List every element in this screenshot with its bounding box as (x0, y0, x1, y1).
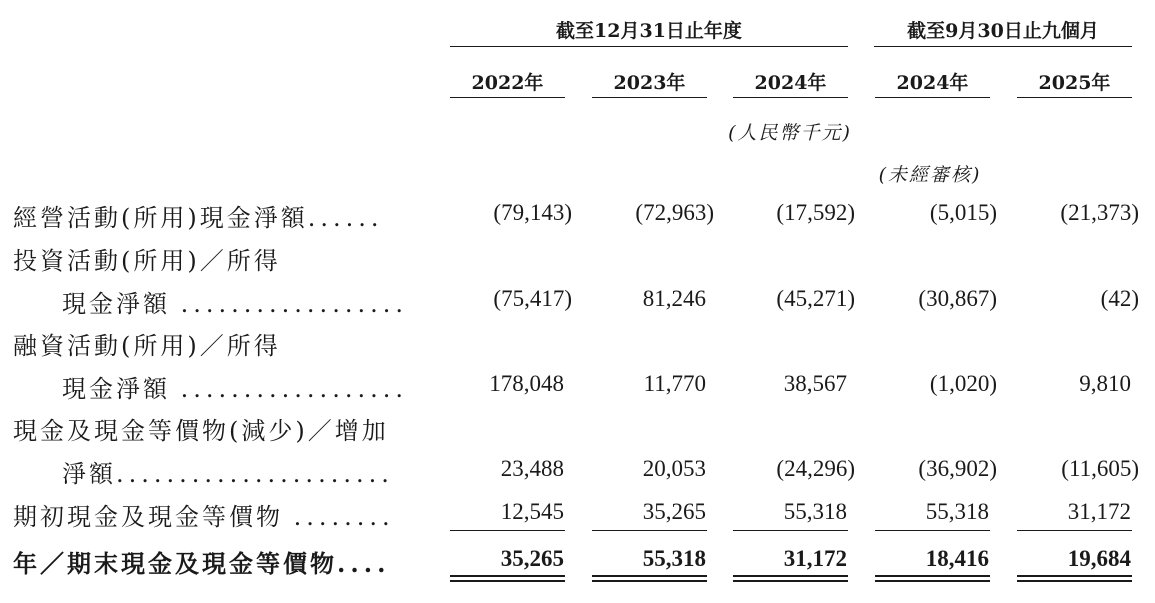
cell-financing-2025-9m: 9,810 (1079, 371, 1131, 396)
total-rule-top-col5 (1017, 575, 1132, 577)
unaudited-label: (未經審核) (878, 164, 982, 186)
leader-dots: ...................... (116, 460, 394, 488)
subtotal-rule-col2 (592, 530, 707, 531)
year-header-col1: 2022年 (471, 72, 544, 94)
row-label-financing: 融資活動(所用)／所得 (13, 332, 281, 360)
total-rule-top-col4 (875, 575, 990, 577)
cell-opening-2023: 35,265 (642, 499, 706, 524)
cell-net-change-2022: 23,488 (500, 456, 564, 481)
total-rule-bottom-col2 (592, 580, 707, 582)
cell-closing-2024-9m: 18,416 (925, 546, 989, 571)
cell-opening-2024-9m: 55,318 (925, 499, 989, 524)
group-header-nine-months: 截至9月30日止九個月 (907, 20, 1099, 42)
cell-closing-2025-9m: 19,684 (1067, 546, 1131, 571)
total-rule-bottom-col3 (733, 580, 848, 582)
leader-dots: .................. (180, 290, 408, 318)
leader-dots: ........ (293, 503, 395, 531)
subtotal-rule-col3 (733, 530, 848, 531)
row-label-investing-cont: 現金淨額 .................. (62, 290, 408, 318)
year-header-col5: 2025年 (1038, 72, 1111, 94)
year-header-col3: 2024年 (754, 72, 827, 94)
leader-dots: .... (337, 549, 391, 578)
row-label-closing-cash: 年／期末現金及現金等價物.... (13, 549, 391, 578)
leader-dots: .................. (180, 375, 408, 403)
cell-opening-2024: 55,318 (783, 499, 847, 524)
subtotal-rule-col1 (450, 530, 565, 531)
cell-investing-2025-9m: (42) (1100, 286, 1139, 311)
total-rule-top-col2 (592, 575, 707, 577)
row-label-opening-cash: 期初現金及現金等價物 ........ (13, 503, 395, 531)
cell-operating-2023: (72,963) (635, 200, 714, 225)
cell-operating-2024: (17,592) (776, 200, 855, 225)
year-underline-col1 (450, 97, 565, 98)
cell-opening-2025-9m: 31,172 (1067, 499, 1131, 524)
year-underline-col2 (592, 97, 707, 98)
cell-financing-2024-9m: (1,020) (929, 371, 997, 396)
row-label-financing-cont: 現金淨額 .................. (62, 375, 408, 403)
cell-operating-2022: (79,143) (493, 200, 572, 225)
cell-operating-2025-9m: (21,373) (1060, 200, 1139, 225)
cell-investing-2024: (45,271) (776, 286, 855, 311)
cell-financing-2022: 178,048 (489, 371, 564, 396)
year-header-col2: 2023年 (613, 72, 686, 94)
row-label-investing: 投資活動(所用)／所得 (13, 247, 281, 275)
cell-net-change-2023: 20,053 (642, 456, 706, 481)
total-rule-top-col3 (733, 575, 848, 577)
cell-net-change-2024: (24,296) (776, 456, 855, 481)
cell-investing-2023: 81,246 (642, 286, 706, 311)
total-rule-bottom-col1 (450, 580, 565, 582)
year-underline-col3 (733, 97, 848, 98)
cell-closing-2022: 35,265 (500, 546, 564, 571)
cell-financing-2024: 38,567 (783, 371, 847, 396)
row-label-operating: 經營活動(所用)現金淨額...... (13, 204, 384, 232)
subtotal-rule-col5 (1017, 530, 1132, 531)
total-rule-bottom-col4 (875, 580, 990, 582)
group-underline-full-year (450, 46, 848, 47)
cell-financing-2023: 11,770 (643, 371, 706, 396)
currency-unit-label: (人民幣千元) (728, 122, 852, 144)
total-rule-top-col1 (450, 575, 565, 577)
cell-operating-2024-9m: (5,015) (929, 200, 997, 225)
group-underline-nine-months (874, 46, 1132, 47)
cell-closing-2024: 31,172 (783, 546, 847, 571)
group-header-full-year: 截至12月31日止年度 (556, 20, 742, 42)
row-label-net-change-cont: 淨額...................... (62, 460, 394, 488)
leader-dots: ...... (307, 204, 384, 232)
row-label-net-change: 現金及現金等價物(減少)／增加 (13, 417, 389, 445)
cell-investing-2024-9m: (30,867) (918, 286, 997, 311)
cell-net-change-2025-9m: (11,605) (1061, 456, 1139, 481)
cell-net-change-2024-9m: (36,902) (918, 456, 997, 481)
subtotal-rule-col4 (875, 530, 990, 531)
year-header-col4: 2024年 (896, 72, 969, 94)
cell-opening-2022: 12,545 (500, 499, 564, 524)
cell-investing-2022: (75,417) (493, 286, 572, 311)
cell-closing-2023: 55,318 (642, 546, 706, 571)
total-rule-bottom-col5 (1017, 580, 1132, 582)
year-underline-col4 (875, 97, 990, 98)
year-underline-col5 (1017, 97, 1132, 98)
